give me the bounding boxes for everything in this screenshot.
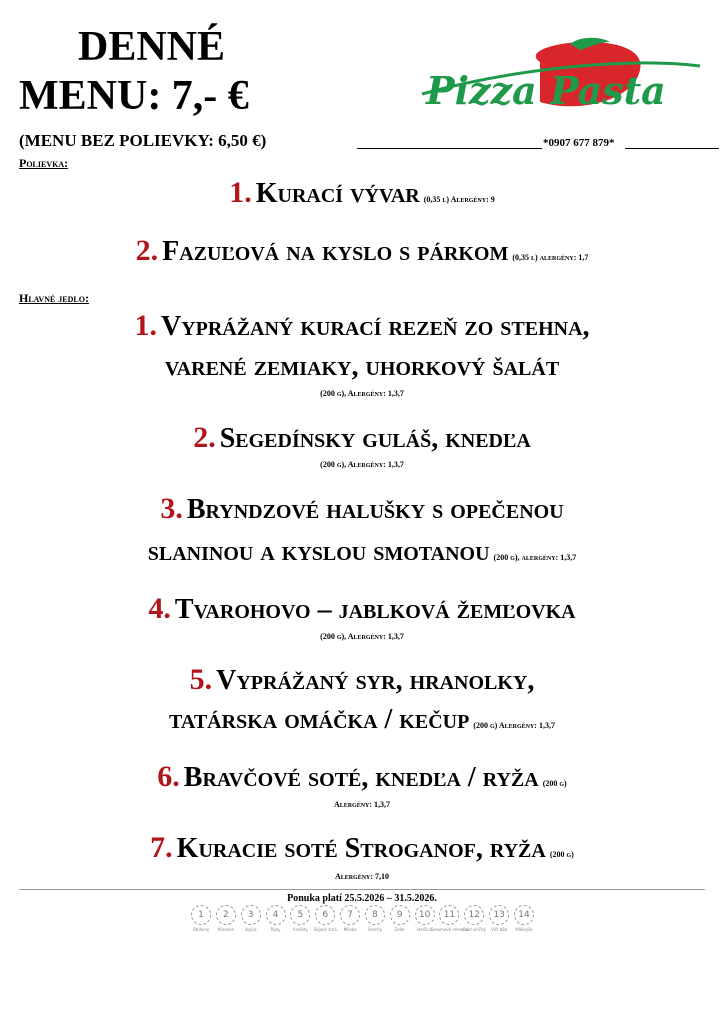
dish-name-line1: Bravčové soté, knedľa / ryža (183, 762, 539, 793)
allergen-label: Kôrovce (217, 927, 234, 932)
allergen-item (488, 905, 510, 941)
allergen-label: Mäkkýše (515, 927, 533, 932)
allergen-label: Mlieko (343, 927, 357, 932)
allergen-item (314, 905, 336, 941)
dish-name-line2: tatárska omáčka / kečup (169, 704, 470, 735)
main-item-6-detail: Alergény: 1,3,7 (333, 800, 391, 809)
allergen-label: Sezamové semená (430, 927, 469, 932)
allergen-item (215, 905, 237, 941)
dish-name-line2: slaninou a kyslou smotanou (147, 536, 490, 567)
allergen-item (190, 905, 212, 941)
allergen-label: Horčica (417, 927, 433, 932)
allergen-icon: 7 (340, 905, 360, 925)
allergen-label: Obilniny (192, 927, 210, 932)
main-item-1 (0, 309, 724, 343)
main-item-4-detail: (200 g), Alergény: 1,3,7 (320, 632, 404, 641)
offer-validity: Ponuka platí 25.5.2026 – 31.5.2026. (287, 893, 437, 904)
dish-weight: (200 g) (542, 779, 567, 788)
main-item-2 (0, 421, 724, 455)
allergen-item (463, 905, 485, 941)
allergen-icon: 4 (266, 905, 286, 925)
item-number: 7. (150, 831, 173, 864)
main-item-7-detail: Alergény: 7,10 (334, 872, 390, 881)
title-line-1: DENNÉ (78, 24, 226, 70)
allergen-icon: 9 (390, 905, 410, 925)
allergen-icon: 14 (514, 905, 534, 925)
allergen-icon: 3 (241, 905, 261, 925)
item-number: 1. (134, 309, 157, 342)
allergen-icon: 2 (216, 905, 236, 925)
main-item-6 (0, 760, 724, 794)
pizza-pasta-logo (420, 32, 702, 116)
item-number: 1. (229, 176, 252, 209)
allergen-label: Arašidy (292, 927, 308, 932)
allergen-label: Sójové zrná (313, 927, 337, 932)
main-item-2-detail: (200 g), Alergény: 1,3,7 (320, 460, 404, 469)
soup-item-1 (0, 176, 724, 210)
allergen-icon: 1 (191, 905, 211, 925)
allergen-label: Oxid siričitý (462, 927, 487, 932)
main-item-3-line2 (0, 536, 724, 568)
allergen-icon: 5 (290, 905, 310, 925)
allergen-icon: 13 (489, 905, 509, 925)
footer-rule (19, 889, 705, 890)
allergen-item (240, 905, 262, 941)
allergen-item (414, 905, 436, 941)
allergen-item (389, 905, 411, 941)
allergen-item (339, 905, 361, 941)
underline-rule (357, 148, 542, 149)
dish-name-line1: Kuracie soté Stroganof, ryža (176, 833, 546, 864)
allergen-item (430, 905, 469, 941)
dish-name-line1: Bryndzové halušky s opečenou (186, 494, 564, 525)
subtitle-line (19, 131, 709, 153)
main-item-5-line2 (0, 704, 724, 736)
allergen-label: Ryby (270, 927, 281, 932)
section-soup-label: Polievka: (19, 156, 69, 170)
soup-detail: (0,35 l) Alergény: 9 (423, 195, 495, 204)
allergen-item (513, 905, 535, 941)
soup-name: Kurací vývar (255, 178, 420, 209)
allergen-label: Vlčí bôb (491, 927, 508, 932)
main-item-5 (0, 663, 724, 697)
phone-number: *0907 677 879* (543, 137, 615, 149)
logo-text: Pizza Pasta (426, 68, 666, 113)
allergen-icon: 10 (415, 905, 435, 925)
main-item-4 (0, 592, 724, 626)
allergen-item (265, 905, 287, 941)
main-item-3 (0, 492, 724, 526)
dish-detail: (200 g) Alergény: 1,3,7 (473, 721, 555, 730)
main-item-1-line2 (0, 351, 724, 383)
dish-weight: (200 g) (549, 850, 574, 859)
main-item-7 (0, 831, 724, 865)
soup-detail: (0,35 l) alergény: 1,7 (512, 253, 589, 262)
allergen-icon: 12 (464, 905, 484, 925)
item-number: 3. (160, 492, 183, 525)
item-number: 4. (148, 592, 171, 625)
allergen-item (289, 905, 311, 941)
dish-name-line1: Tvarohovo – jablková žemľovka (174, 594, 576, 625)
item-number: 2. (193, 421, 216, 454)
dish-name-line1: Vyprážaný syr, hranolky, (216, 665, 535, 696)
title-line-2: MENU: 7,- € (19, 73, 249, 119)
soup-name: Fazuľová na kyslo s párkom (162, 236, 509, 267)
allergen-label: Vajcia (244, 927, 257, 932)
allergen-label: Zeler (394, 927, 405, 932)
item-number: 5. (189, 663, 213, 696)
item-number: 6. (157, 760, 180, 793)
soup-item-2 (0, 234, 724, 268)
menu-without-soup-price: (MENU BEZ POLIEVKY: 6,50 €) (19, 131, 267, 150)
allergen-icon: 11 (439, 905, 459, 925)
dish-name-line2: varené zemiaky, uhorkový šalát (164, 351, 560, 382)
section-main-label: Hlavné jedlo: (19, 291, 89, 305)
underline-rule-2 (625, 148, 719, 149)
main-item-1-detail: (200 g), Alergény: 1,3,7 (320, 389, 404, 398)
allergen-icon: 6 (315, 905, 335, 925)
item-number: 2. (135, 234, 159, 267)
allergen-label: Orechy (367, 927, 383, 932)
dish-name-line1: Vyprážaný kurací rezeň zo stehna, (160, 311, 590, 342)
dish-name-line1: Segedínsky guláš, knedľa (219, 423, 531, 454)
allergen-legend (190, 905, 535, 941)
dish-detail: (200 g), alergény: 1,3,7 (493, 553, 577, 562)
allergen-item (364, 905, 386, 941)
allergen-icon: 8 (365, 905, 385, 925)
